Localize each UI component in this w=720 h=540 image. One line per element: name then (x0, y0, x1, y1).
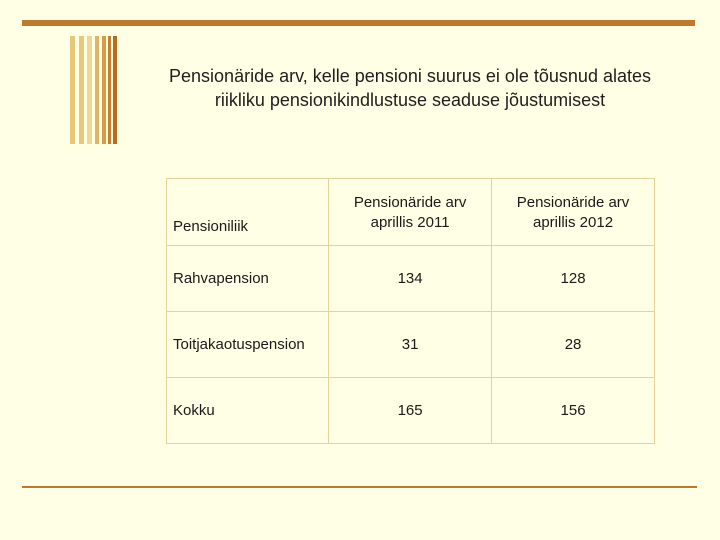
cell-april-2012: 28 (492, 312, 655, 378)
slide-title-line2: riikliku pensionikindlustuse seaduse jõustumisest (214, 90, 606, 110)
table-header-row (167, 179, 655, 246)
decorative-bar (87, 36, 92, 144)
row-label: Rahvapension (167, 246, 329, 312)
decorative-bar (108, 36, 111, 144)
decorative-bar (70, 36, 75, 144)
header-april-2011-line2: aprillis 2011 (370, 214, 450, 231)
header-april-2012 (492, 179, 655, 246)
table-row (167, 246, 655, 312)
bottom-decorative-rule (22, 486, 697, 488)
table-row-total (167, 378, 655, 444)
cell-total-april-2011: 165 (329, 378, 492, 444)
pensioners-table (166, 178, 655, 444)
decorative-bar (95, 36, 99, 144)
cell-total-april-2012: 156 (492, 378, 655, 444)
header-april-2012-line2: aprillis 2012 (533, 214, 614, 231)
decorative-bar (113, 36, 117, 144)
cell-april-2011: 31 (329, 312, 492, 378)
header-april-2012-line1: Pensionäride arv (516, 194, 630, 211)
header-april-2011 (329, 179, 492, 246)
cell-april-2011: 134 (329, 246, 492, 312)
top-decorative-rule (22, 20, 695, 26)
decorative-bar (79, 36, 84, 144)
cell-april-2012: 128 (492, 246, 655, 312)
slide-title (120, 64, 700, 112)
row-label: Toitjakaotuspension (167, 312, 329, 378)
table-row (167, 312, 655, 378)
decorative-bar (102, 36, 106, 144)
slide-title-line1: Pensionäride arv, kelle pensioni suurus ei ole tõusnud alates (169, 66, 651, 86)
row-label-total: Kokku (167, 378, 329, 444)
header-pension-type: Pensioniliik (167, 179, 329, 246)
header-april-2011-line1: Pensionäride arv (353, 194, 467, 211)
